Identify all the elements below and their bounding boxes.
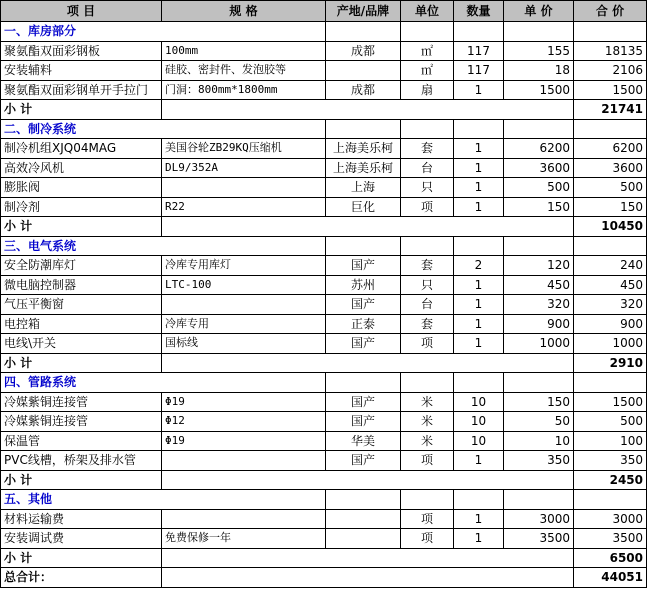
subtotal-label: 小 计 <box>1 353 162 373</box>
cell-unit: 项 <box>401 529 454 549</box>
cell-unit: 米 <box>401 412 454 432</box>
cell-quantity: 1 <box>454 314 504 334</box>
grand-total-label: 总合计： <box>1 568 162 588</box>
empty-cell <box>162 548 574 568</box>
cell-spec: 国标线 <box>162 334 326 354</box>
header-row <box>1 1 647 22</box>
cell-item-name: 制冷机组XJQ04MAG <box>1 139 162 159</box>
empty-cell <box>454 119 504 139</box>
empty-cell <box>326 373 401 393</box>
subtotal-row <box>1 217 647 237</box>
cell-spec: Φ12 <box>162 412 326 432</box>
table-row <box>1 451 647 471</box>
cell-quantity: 10 <box>454 431 504 451</box>
subtotal-label: 小 计 <box>1 100 162 120</box>
subtotal-row <box>1 100 647 120</box>
cell-unit: 套 <box>401 314 454 334</box>
cell-unit-price: 3500 <box>504 529 574 549</box>
table-row <box>1 80 647 100</box>
empty-cell <box>574 373 647 393</box>
empty-cell <box>162 353 574 373</box>
empty-cell <box>326 236 401 256</box>
cell-total-price: 1000 <box>574 334 647 354</box>
cell-origin-brand: 国产 <box>326 451 401 471</box>
cell-total-price: 450 <box>574 275 647 295</box>
subtotal-value: 6500 <box>574 548 647 568</box>
subtotal-label: 小 计 <box>1 217 162 237</box>
cell-origin-brand: 上海美乐柯 <box>326 158 401 178</box>
section-title: 五、其他 <box>1 490 326 510</box>
section-title: 三、电气系统 <box>1 236 326 256</box>
cell-total-price: 1500 <box>574 80 647 100</box>
cell-origin-brand: 国产 <box>326 256 401 276</box>
section-title: 二、制冷系统 <box>1 119 326 139</box>
section-title-row <box>1 236 647 256</box>
header-origin-brand: 产地/品牌 <box>326 1 401 22</box>
empty-cell <box>162 100 574 120</box>
cell-unit-price: 6200 <box>504 139 574 159</box>
table-row <box>1 178 647 198</box>
cell-item-name: 保温管 <box>1 431 162 451</box>
header-quantity: 数量 <box>454 1 504 22</box>
cell-spec <box>162 178 326 198</box>
subtotal-row <box>1 548 647 568</box>
cell-item-name: 材料运输费 <box>1 509 162 529</box>
cell-unit-price: 320 <box>504 295 574 315</box>
cell-unit: 台 <box>401 295 454 315</box>
cell-origin-brand <box>326 509 401 529</box>
cell-unit: 项 <box>401 509 454 529</box>
cell-item-name: 冷媒紫铜连接管 <box>1 412 162 432</box>
cell-spec <box>162 451 326 471</box>
section-title-row <box>1 490 647 510</box>
cell-total-price: 500 <box>574 412 647 432</box>
empty-cell <box>162 568 574 588</box>
subtotal-label: 小 计 <box>1 470 162 490</box>
cell-item-name: 制冷剂 <box>1 197 162 217</box>
empty-cell <box>401 490 454 510</box>
cell-spec: 冷库专用 <box>162 314 326 334</box>
table-row <box>1 256 647 276</box>
empty-cell <box>504 490 574 510</box>
cell-total-price: 500 <box>574 178 647 198</box>
cell-unit-price: 450 <box>504 275 574 295</box>
empty-cell <box>574 22 647 42</box>
cell-quantity: 1 <box>454 295 504 315</box>
table-row <box>1 529 647 549</box>
cell-total-price: 320 <box>574 295 647 315</box>
cell-spec: 美国谷轮ZB29KQ压缩机 <box>162 139 326 159</box>
header-unit-price: 单 价 <box>504 1 574 22</box>
header-total-price: 合 价 <box>574 1 647 22</box>
cell-item-name: 聚氨酯双面彩钢板 <box>1 41 162 61</box>
cell-origin-brand: 苏州 <box>326 275 401 295</box>
subtotal-value: 21741 <box>574 100 647 120</box>
cell-origin-brand: 国产 <box>326 392 401 412</box>
empty-cell <box>454 22 504 42</box>
cell-unit-price: 1500 <box>504 80 574 100</box>
section-title: 一、库房部分 <box>1 22 326 42</box>
cell-unit: 米 <box>401 392 454 412</box>
cell-quantity: 1 <box>454 197 504 217</box>
cell-unit: 米 <box>401 431 454 451</box>
cell-unit-price: 120 <box>504 256 574 276</box>
cell-unit-price: 1000 <box>504 334 574 354</box>
cell-origin-brand: 巨化 <box>326 197 401 217</box>
cell-spec: DL9/352A <box>162 158 326 178</box>
cell-item-name: 气压平衡窗 <box>1 295 162 315</box>
section-title-row <box>1 119 647 139</box>
cell-quantity: 1 <box>454 451 504 471</box>
cell-total-price: 900 <box>574 314 647 334</box>
cell-item-name: 安装调试费 <box>1 529 162 549</box>
cell-quantity: 1 <box>454 334 504 354</box>
cell-unit: 项 <box>401 334 454 354</box>
table-row <box>1 158 647 178</box>
table-row <box>1 41 647 61</box>
cell-unit: 扇 <box>401 80 454 100</box>
cell-item-name: 微电脑控制器 <box>1 275 162 295</box>
cell-origin-brand: 国产 <box>326 412 401 432</box>
cell-unit: 项 <box>401 197 454 217</box>
cell-spec: 硅胶、密封件、发泡胶等 <box>162 61 326 81</box>
cell-total-price: 3600 <box>574 158 647 178</box>
cell-quantity: 10 <box>454 392 504 412</box>
cell-origin-brand: 国产 <box>326 295 401 315</box>
header-spec: 规 格 <box>162 1 326 22</box>
table-row <box>1 295 647 315</box>
cell-origin-brand <box>326 529 401 549</box>
empty-cell <box>574 236 647 256</box>
cell-total-price: 240 <box>574 256 647 276</box>
empty-cell <box>454 236 504 256</box>
empty-cell <box>504 22 574 42</box>
grand-total-row <box>1 568 647 588</box>
cell-origin-brand <box>326 61 401 81</box>
subtotal-row <box>1 470 647 490</box>
section-title-row <box>1 22 647 42</box>
cell-spec: 冷库专用库灯 <box>162 256 326 276</box>
table-row <box>1 61 647 81</box>
cell-item-name: 电控箱 <box>1 314 162 334</box>
cell-unit-price: 155 <box>504 41 574 61</box>
cell-quantity: 10 <box>454 412 504 432</box>
cell-unit: 套 <box>401 139 454 159</box>
cell-total-price: 18135 <box>574 41 647 61</box>
cell-quantity: 117 <box>454 41 504 61</box>
subtotal-label: 小 计 <box>1 548 162 568</box>
cell-item-name: 冷媒紫铜连接管 <box>1 392 162 412</box>
cell-unit-price: 150 <box>504 392 574 412</box>
cell-origin-brand: 成都 <box>326 41 401 61</box>
table-row <box>1 334 647 354</box>
cell-origin-brand: 国产 <box>326 334 401 354</box>
cell-origin-brand: 成都 <box>326 80 401 100</box>
cell-unit: 项 <box>401 451 454 471</box>
cell-unit-price: 150 <box>504 197 574 217</box>
cell-unit-price: 3000 <box>504 509 574 529</box>
cell-unit: ㎡ <box>401 61 454 81</box>
empty-cell <box>326 490 401 510</box>
cell-total-price: 6200 <box>574 139 647 159</box>
cell-unit: 台 <box>401 158 454 178</box>
empty-cell <box>504 236 574 256</box>
cell-item-name: 安装辅料 <box>1 61 162 81</box>
cell-unit: 套 <box>401 256 454 276</box>
cell-origin-brand: 华美 <box>326 431 401 451</box>
cell-unit: 只 <box>401 178 454 198</box>
empty-cell <box>401 373 454 393</box>
empty-cell <box>326 22 401 42</box>
cell-quantity: 2 <box>454 256 504 276</box>
cell-quantity: 1 <box>454 139 504 159</box>
cell-item-name: 聚氨酯双面彩钢单开手拉门 <box>1 80 162 100</box>
cell-quantity: 1 <box>454 529 504 549</box>
cell-unit-price: 500 <box>504 178 574 198</box>
table-row <box>1 412 647 432</box>
cell-item-name: 电线\开关 <box>1 334 162 354</box>
cell-total-price: 3500 <box>574 529 647 549</box>
empty-cell <box>574 119 647 139</box>
table-row <box>1 197 647 217</box>
cell-total-price: 100 <box>574 431 647 451</box>
cell-spec: Φ19 <box>162 392 326 412</box>
header-item: 项 目 <box>1 1 162 22</box>
cell-quantity: 1 <box>454 80 504 100</box>
cell-total-price: 1500 <box>574 392 647 412</box>
cell-unit: 只 <box>401 275 454 295</box>
header-unit: 单位 <box>401 1 454 22</box>
section-title: 四、管路系统 <box>1 373 326 393</box>
cell-quantity: 1 <box>454 178 504 198</box>
cell-spec: R22 <box>162 197 326 217</box>
cell-unit-price: 10 <box>504 431 574 451</box>
cell-unit-price: 50 <box>504 412 574 432</box>
cell-total-price: 3000 <box>574 509 647 529</box>
cell-unit-price: 3600 <box>504 158 574 178</box>
cell-quantity: 1 <box>454 158 504 178</box>
cell-unit-price: 18 <box>504 61 574 81</box>
subtotal-value: 10450 <box>574 217 647 237</box>
cell-origin-brand: 正泰 <box>326 314 401 334</box>
cell-spec: 免费保修一年 <box>162 529 326 549</box>
grand-total-value: 44051 <box>574 568 647 588</box>
cell-spec: Φ19 <box>162 431 326 451</box>
empty-cell <box>454 490 504 510</box>
cell-quantity: 117 <box>454 61 504 81</box>
table-row <box>1 509 647 529</box>
section-title-row <box>1 373 647 393</box>
table-row <box>1 275 647 295</box>
cell-unit: ㎡ <box>401 41 454 61</box>
cell-total-price: 2106 <box>574 61 647 81</box>
table-row <box>1 392 647 412</box>
quote-table-body <box>1 1 647 588</box>
empty-cell <box>504 373 574 393</box>
cell-item-name: 高效冷风机 <box>1 158 162 178</box>
table-row <box>1 139 647 159</box>
cell-origin-brand: 上海美乐柯 <box>326 139 401 159</box>
empty-cell <box>574 490 647 510</box>
empty-cell <box>504 119 574 139</box>
empty-cell <box>454 373 504 393</box>
empty-cell <box>401 236 454 256</box>
cell-quantity: 1 <box>454 275 504 295</box>
empty-cell <box>326 119 401 139</box>
cell-total-price: 150 <box>574 197 647 217</box>
table-row <box>1 431 647 451</box>
subtotal-row <box>1 353 647 373</box>
cell-spec <box>162 295 326 315</box>
empty-cell <box>162 217 574 237</box>
cell-unit-price: 900 <box>504 314 574 334</box>
cell-item-name: PVC线槽，桥架及排水管 <box>1 451 162 471</box>
subtotal-value: 2910 <box>574 353 647 373</box>
cell-spec: LTC-100 <box>162 275 326 295</box>
cell-unit-price: 350 <box>504 451 574 471</box>
subtotal-value: 2450 <box>574 470 647 490</box>
cell-spec: 门洞：800mm*1800mm <box>162 80 326 100</box>
cell-spec: 100mm <box>162 41 326 61</box>
cell-quantity: 1 <box>454 509 504 529</box>
empty-cell <box>401 119 454 139</box>
table-row <box>1 314 647 334</box>
cell-item-name: 膨胀阀 <box>1 178 162 198</box>
cell-total-price: 350 <box>574 451 647 471</box>
empty-cell <box>401 22 454 42</box>
cell-origin-brand: 上海 <box>326 178 401 198</box>
cell-item-name: 安全防潮库灯 <box>1 256 162 276</box>
empty-cell <box>162 470 574 490</box>
cell-spec <box>162 509 326 529</box>
